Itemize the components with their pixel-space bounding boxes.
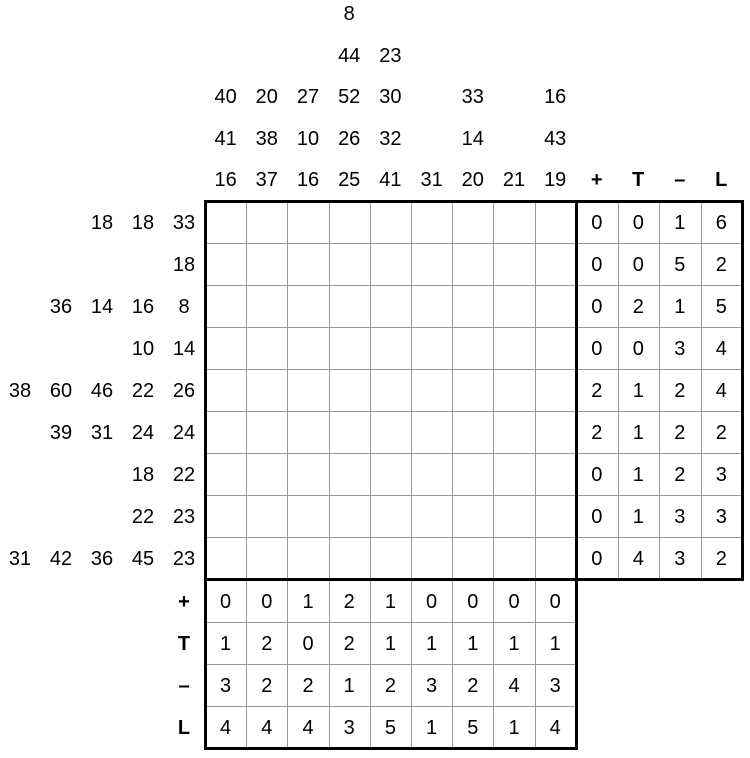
column-clue: 20 — [461, 169, 484, 191]
row-count-value: 0 — [591, 254, 603, 276]
grid-cell[interactable] — [246, 453, 288, 496]
grid-cell[interactable] — [493, 201, 535, 244]
grid-cell[interactable] — [287, 537, 329, 580]
column-count-value: 0 — [467, 591, 479, 613]
row-count-value: 5 — [674, 254, 686, 276]
column-count-value: 1 — [549, 633, 561, 655]
count-header: T — [632, 169, 645, 191]
column-count-value: 3 — [220, 675, 232, 697]
column-clue: 21 — [502, 169, 526, 191]
row-clue: 39 — [49, 422, 73, 444]
column-count-value: 1 — [384, 591, 396, 613]
grid-cell[interactable] — [205, 369, 247, 412]
column-clue: 20 — [255, 86, 278, 108]
grid-cell[interactable] — [246, 495, 288, 538]
row-clue: 22 — [131, 380, 155, 402]
grid-cell[interactable] — [246, 369, 288, 412]
column-count-value: 3 — [426, 675, 438, 697]
row-clue: 31 — [90, 422, 114, 444]
grid-cell[interactable] — [535, 285, 577, 328]
row-count-value: 0 — [591, 506, 603, 528]
grid-cell[interactable] — [452, 243, 494, 286]
grid-cell[interactable] — [452, 369, 494, 412]
column-clue: 33 — [461, 86, 484, 108]
grid-cell[interactable] — [329, 411, 371, 454]
row-count-value: 1 — [674, 212, 686, 234]
row-count-value: 2 — [591, 380, 603, 402]
column-count-value: 2 — [343, 591, 355, 613]
column-count-value: 4 — [302, 717, 314, 739]
grid-cell[interactable] — [452, 537, 494, 580]
row-clue: 36 — [49, 296, 73, 318]
grid-cell[interactable] — [370, 285, 412, 328]
column-clue: 16 — [214, 169, 237, 191]
grid-cell[interactable] — [246, 537, 288, 580]
column-count-value: 2 — [384, 675, 396, 697]
column-count-value: 2 — [261, 675, 273, 697]
column-count-value: 0 — [220, 591, 232, 613]
grid-cell[interactable] — [493, 495, 535, 538]
grid-cell[interactable] — [535, 495, 577, 538]
column-clue: 40 — [214, 86, 237, 108]
grid-cell[interactable] — [535, 369, 577, 412]
column-count-value: 0 — [261, 591, 273, 613]
grid-cell[interactable] — [493, 243, 535, 286]
row-count-value: 6 — [715, 212, 727, 234]
grid-cell[interactable] — [493, 537, 535, 580]
column-count-label: T — [177, 633, 191, 655]
grid-cell[interactable] — [329, 495, 371, 538]
grid-cell[interactable] — [287, 411, 329, 454]
grid-cell[interactable] — [329, 327, 371, 370]
column-clue: 26 — [338, 127, 361, 150]
row-count-value: 0 — [632, 254, 644, 276]
grid-cell[interactable] — [493, 285, 535, 328]
column-count-value: 4 — [261, 717, 273, 739]
grid-cell[interactable] — [452, 453, 494, 496]
row-clue: 8 — [178, 296, 190, 318]
row-count-value: 1 — [632, 464, 644, 486]
row-clue: 42 — [49, 548, 73, 570]
grid-cell[interactable] — [287, 495, 329, 538]
column-clue: 44 — [338, 44, 361, 67]
row-count-value: 2 — [715, 422, 727, 444]
column-count-value: 1 — [467, 633, 479, 655]
grid-cell[interactable] — [370, 369, 412, 412]
grid-cell[interactable] — [205, 201, 247, 244]
row-count-value: 2 — [715, 254, 727, 276]
row-clue: 24 — [131, 422, 155, 444]
grid-cell[interactable] — [205, 537, 247, 580]
grid-cell[interactable] — [370, 495, 412, 538]
count-header: – — [674, 169, 686, 191]
row-count-value: 5 — [715, 296, 727, 318]
column-count-value: 2 — [467, 675, 479, 697]
grid-cell[interactable] — [205, 495, 247, 538]
grid-cell[interactable] — [535, 453, 577, 496]
column-count-value: 5 — [467, 717, 479, 739]
row-count-value: 3 — [715, 506, 727, 528]
grid-cell[interactable] — [411, 495, 453, 538]
grid-cell[interactable] — [205, 327, 247, 370]
grid-cell[interactable] — [287, 453, 329, 496]
grid-cell[interactable] — [370, 243, 412, 286]
row-count-value: 0 — [591, 212, 603, 234]
row-clue: 36 — [90, 548, 114, 570]
grid-cell[interactable] — [535, 411, 577, 454]
row-count-value: 4 — [715, 338, 727, 360]
grid-cell[interactable] — [452, 285, 494, 328]
row-clue: 23 — [172, 506, 196, 528]
row-clue: 14 — [172, 338, 196, 360]
column-count-value: 0 — [549, 591, 561, 613]
grid-cell[interactable] — [493, 411, 535, 454]
column-count-value: 2 — [261, 633, 273, 655]
grid-cell[interactable] — [287, 327, 329, 370]
row-count-value: 0 — [591, 548, 603, 570]
column-clue: 16 — [544, 86, 567, 108]
grid-cell[interactable] — [411, 453, 453, 496]
grid-cell[interactable] — [370, 201, 412, 244]
row-clue: 18 — [90, 212, 114, 234]
column-count-value: 1 — [343, 675, 355, 697]
row-count-value: 2 — [715, 548, 727, 570]
column-count-value: 4 — [549, 717, 561, 739]
column-count-value: 1 — [302, 591, 314, 613]
column-count-value: 4 — [508, 675, 520, 697]
row-clue: 14 — [90, 296, 114, 318]
grid-cell[interactable] — [493, 369, 535, 412]
column-count-label: L — [177, 717, 191, 739]
column-count-value: 1 — [426, 633, 438, 655]
row-count-value: 4 — [715, 380, 727, 402]
row-count-value: 3 — [674, 506, 686, 528]
row-count-value: 0 — [632, 212, 644, 234]
column-count-value: 3 — [343, 717, 355, 739]
grid-cell[interactable] — [452, 411, 494, 454]
row-clue: 18 — [131, 212, 155, 234]
row-clue: 33 — [172, 212, 196, 234]
row-clue: 46 — [90, 380, 114, 402]
column-count-value: 1 — [508, 633, 520, 655]
grid-cell[interactable] — [329, 537, 371, 580]
grid-cell[interactable] — [246, 327, 288, 370]
row-count-value: 2 — [591, 422, 603, 444]
row-clue: 26 — [172, 380, 196, 402]
column-clue: 52 — [338, 86, 361, 108]
grid-cell[interactable] — [287, 369, 329, 412]
row-clue: 31 — [8, 548, 32, 570]
row-count-value: 1 — [674, 296, 686, 318]
column-clue: 38 — [255, 127, 278, 150]
count-header: L — [715, 169, 728, 191]
grid-cell[interactable] — [287, 285, 329, 328]
column-count-value: 1 — [384, 633, 396, 655]
column-clue: 30 — [379, 86, 402, 108]
column-count-value: 1 — [220, 633, 232, 655]
row-clue: 23 — [172, 548, 196, 570]
grid-cell[interactable] — [452, 495, 494, 538]
column-clue: 25 — [338, 169, 361, 191]
row-count-value: 2 — [632, 296, 644, 318]
column-clue: 37 — [255, 169, 278, 191]
grid-cell[interactable] — [452, 201, 494, 244]
column-clue: 41 — [379, 169, 402, 191]
row-clue: 10 — [131, 338, 155, 360]
grid-cell[interactable] — [493, 453, 535, 496]
column-count-value: 1 — [508, 717, 520, 739]
row-count-value: 0 — [591, 296, 603, 318]
column-clue: 41 — [214, 127, 237, 150]
row-count-value: 4 — [632, 548, 644, 570]
column-clue: 23 — [379, 44, 402, 67]
grid-cell[interactable] — [370, 327, 412, 370]
column-count-value: 0 — [508, 591, 520, 613]
column-count-value: 3 — [549, 675, 561, 697]
grid-cell[interactable] — [535, 243, 577, 286]
grid-cell[interactable] — [452, 327, 494, 370]
column-clue: 8 — [343, 3, 355, 25]
column-clue: 10 — [296, 127, 320, 150]
grid-cell[interactable] — [329, 243, 371, 286]
grid-cell[interactable] — [329, 453, 371, 496]
row-count-value: 2 — [674, 464, 686, 486]
column-count-label: – — [178, 675, 190, 697]
grid-cell[interactable] — [329, 201, 371, 244]
column-count-value: 4 — [220, 717, 232, 739]
grid-cell[interactable] — [205, 285, 247, 328]
row-count-value: 3 — [715, 464, 727, 486]
grid-cell[interactable] — [411, 243, 453, 286]
column-clue: 16 — [296, 169, 320, 191]
row-clue: 24 — [172, 422, 196, 444]
row-clue: 60 — [49, 380, 73, 402]
grid-cell[interactable] — [205, 243, 247, 286]
grid-cell[interactable] — [246, 411, 288, 454]
row-count-value: 1 — [632, 506, 644, 528]
grid-cell[interactable] — [493, 327, 535, 370]
column-count-value: 0 — [302, 633, 314, 655]
column-clue: 14 — [461, 127, 484, 150]
column-count-label: + — [178, 591, 190, 613]
row-clue: 45 — [131, 548, 155, 570]
row-count-value: 0 — [591, 464, 603, 486]
grid-cell[interactable] — [370, 453, 412, 496]
grid-cell[interactable] — [246, 285, 288, 328]
grid-cell[interactable] — [411, 411, 453, 454]
column-count-value: 0 — [426, 591, 438, 613]
row-count-value: 2 — [674, 380, 686, 402]
row-clue: 22 — [172, 464, 196, 486]
grid-cell[interactable] — [370, 537, 412, 580]
row-count-value: 3 — [674, 548, 686, 570]
grid-cell[interactable] — [246, 243, 288, 286]
grid-cell[interactable] — [246, 201, 288, 244]
grid-cell[interactable] — [411, 327, 453, 370]
column-clue: 31 — [420, 169, 443, 191]
grid-cell[interactable] — [535, 201, 577, 244]
column-count-value: 2 — [343, 633, 355, 655]
column-clue: 27 — [296, 86, 320, 108]
column-count-value: 5 — [384, 717, 396, 739]
grid-cell[interactable] — [205, 453, 247, 496]
row-count-value: 0 — [632, 338, 644, 360]
column-clue: 19 — [544, 169, 567, 191]
row-clue: 16 — [131, 296, 155, 318]
column-count-value: 2 — [302, 675, 314, 697]
column-count-value: 1 — [426, 717, 438, 739]
grid-cell[interactable] — [329, 369, 371, 412]
grid-cell[interactable] — [411, 537, 453, 580]
row-count-value: 2 — [674, 422, 686, 444]
row-clue: 18 — [131, 464, 155, 486]
grid-cell[interactable] — [329, 285, 371, 328]
row-count-value: 1 — [632, 380, 644, 402]
grid-cell[interactable] — [535, 327, 577, 370]
column-clue: 32 — [379, 127, 402, 150]
grid-cell[interactable] — [411, 369, 453, 412]
grid-cell[interactable] — [287, 243, 329, 286]
count-header: + — [590, 169, 603, 191]
row-count-value: 0 — [591, 338, 603, 360]
column-clue: 43 — [544, 127, 567, 150]
grid-cell[interactable] — [287, 201, 329, 244]
grid-cell[interactable] — [535, 537, 577, 580]
row-count-value: 3 — [674, 338, 686, 360]
grid-cell[interactable] — [411, 201, 453, 244]
row-clue: 18 — [172, 254, 196, 276]
row-clue: 22 — [131, 506, 155, 528]
grid-cell[interactable] — [370, 411, 412, 454]
grid-cell[interactable] — [205, 411, 247, 454]
row-count-value: 1 — [632, 422, 644, 444]
grid-cell[interactable] — [411, 285, 453, 328]
row-clue: 38 — [8, 380, 32, 402]
